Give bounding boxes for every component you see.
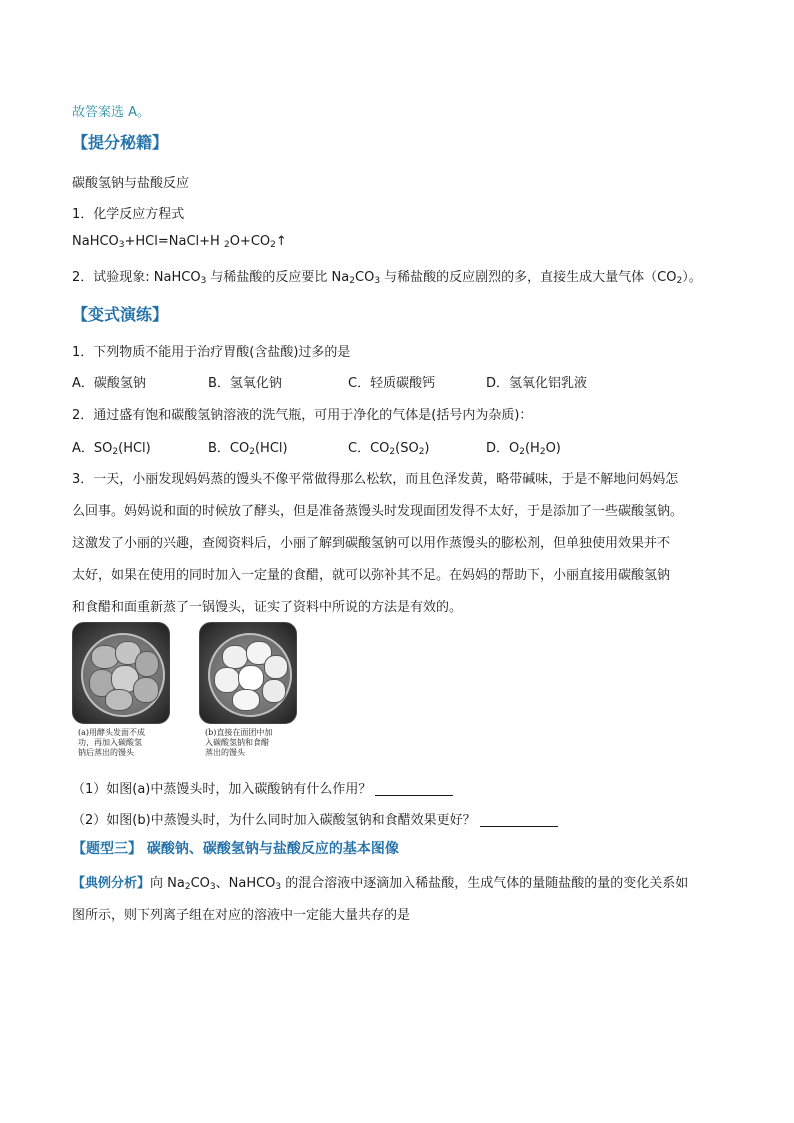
answer-blank-1[interactable] — [375, 782, 453, 796]
question-2: 2．通过盛有饱和碳酸氢钠溶液的洗气瓶，可用于净化的气体是(括号内为杂质)： — [72, 408, 533, 423]
example-line-2: 图所示，则下列离子组在对应的溶液中一定能大量共存的是 — [72, 908, 411, 923]
question-3-line-2: 么回事。妈妈说和面的时候放了酵头，但是准备蒸馒头时发现面团发得不太好，于是添加了一些碳酸氢钠。 — [72, 504, 684, 519]
answer-blank-2[interactable] — [480, 813, 558, 827]
q2-option-b: B．$CO_2(HCl)$ — [208, 441, 288, 457]
sub-question-1: （1）如图(a)中蒸馒头时，加入碳酸钠有什么作用？ — [72, 778, 453, 797]
photo-b-caption: (b)直接在面团中加 入碳酸氢钠和食醋 蒸出的馒头 — [205, 728, 273, 757]
q2-option-d: D．$O_2(H_2O)$ — [486, 441, 561, 457]
type3-title: 【题型三】 碳酸钠、碳酸氢钠与盐酸反应的基本图像 — [72, 841, 399, 857]
answer-line: 故答案选 A。 — [72, 105, 151, 120]
tips-item1: 1．化学反应方程式 — [72, 207, 185, 222]
practice-title: 【变式演练】 — [72, 305, 169, 324]
example-line-1: 【典例分析】向 $Na_2CO_3$、NaHCO$_3$ 的混合溶液中逐滴加入稀盐酸，生成气体的量随盐酸的量的变化关系如 — [72, 876, 689, 892]
q1-option-d: D．氢氧化铝乳液 — [486, 376, 588, 391]
question-3-line-1: 3．一天，小丽发现妈妈蒸的馒头不像平常做得那么松软，而且色泽发黄，略带碱味，于是不解地问妈妈怎 — [72, 472, 679, 487]
q1-option-b: B．氢氧化钠 — [208, 376, 282, 391]
steamed-buns-photo-b — [199, 622, 297, 724]
q2-option-c: C．$CO_2(SO_2)$ — [348, 441, 430, 457]
steamed-buns-photo-a — [72, 622, 170, 724]
q1-option-a: A．碳酸氢钠 — [72, 376, 146, 391]
question-3-line-4: 太好，如果在使用的同时加入一定量的食醋，就可以弥补其不足。在妈妈的帮助下，小丽直接用碳酸氢钠 — [72, 568, 671, 583]
question-3-line-5: 和食醋和面重新蒸了一锅馒头，证实了资料中所说的方法是有效的。 — [72, 600, 463, 615]
tips-topic: 碳酸氢钠与盐酸反应 — [72, 176, 190, 191]
question-3-line-3: 这激发了小丽的兴趣，查阅资料后，小丽了解到碳酸氢钠可以用作蒸馒头的膨松剂，但单独使用效果并不 — [72, 536, 671, 551]
q1-option-c: C．轻质碳酸钙 — [348, 376, 436, 391]
tips-item2: 2．试验现象: NaHCO$_3$ 与稀盐酸的反应要比 $Na_2CO_3$ 与稀盐酸的反应剧烈的多，直接生成大量气体$(CO_2)$。 — [72, 270, 702, 286]
question-1: 1．下列物质不能用于治疗胃酸(含盐酸)过多的是 — [72, 345, 351, 360]
photo-a-caption: (a)用酵头发面不成 功，再加入碳酸氢 钠后蒸出的馒头 — [78, 728, 146, 757]
q2-option-a: A．$SO_2(HCl)$ — [72, 441, 151, 457]
chemical-equation: NaHCO$_3$+HCl=NaCl+H $_2O+CO_2↑$ — [72, 234, 287, 250]
tips-title: 【提分秘籍】 — [72, 133, 169, 152]
sub-question-2: （2）如图(b)中蒸馒头时，为什么同时加入碳酸氢钠和食醋效果更好？ — [72, 809, 558, 828]
